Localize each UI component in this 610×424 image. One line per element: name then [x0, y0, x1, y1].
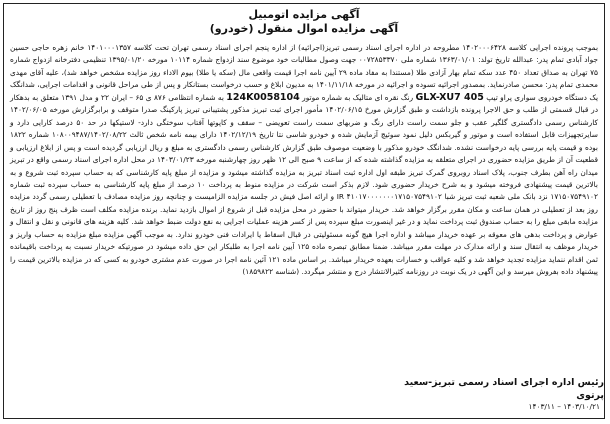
engine-number: 124K0058104	[226, 91, 300, 103]
notice-subtitle: آگهی مزایده اموال منقول (خودرو)	[209, 22, 399, 35]
body-text-part-2: رنگ نقره ای متالیک به شماره موتور	[302, 92, 414, 102]
vehicle-model-code: GLX-XU7 405	[415, 91, 484, 103]
auction-notice	[3, 3, 605, 419]
notice-body	[10, 42, 598, 279]
signature-line: رئیس اداره اجرای اسناد رسمی تبریز-سعید پرتوی	[404, 377, 604, 401]
notice-title: آگهی مزایده اتومبیل	[248, 8, 360, 21]
body-text-part-1: بموجب پرونده اجرایی کلاسه ۱۴۰۲۰۰۰۶۴۲۸ مطروحه در اداره اجرای اسناد رسمی تبریز(اجرائیه) از اداره پنجم اجرای اسناد رسمی تهران تحت کلاسه ۱۴۰۱۰۰۰۱۳۵۷ خانم زهره حاجی حسین جواد آبادی تمام پدر: عبدالله تاریخ تولد: ۱۳۶۳/۰۱/۰۱ شماره ملی ۰۰۷۲۸۵۳۳۷۰ جهت وصول مطالبات خود موضوع سند ازدواج شماره ۱۰۱۱۴ مورخه ۱۳۹۵/۰۱/۲۰ تنظیمی دفترخانه ازدواج شماره ۷۵ تهران به صداق تعداد ۴۵۰ عدد سکه تمام بهار آزادی طلا (مستندا به مفاد ماده ۲۹ آیین نامه اجرا قیمت واقعی مال (سکه یا طلا) بیوم الاداء روز مزایده مشخص خواهد شد)، علیه آقای مهدی محمدی تمام پدر: محسن صادرنماید. بمصدور اجرائیه تسوده و اجرائیه در مورخه ۱۴۰۱/۱۱/۱۸ به مدیون ابلاغ و حسب درخواست بستانکار و پس از طی مراحل قانونی و اقدامات اجرایی، شدانگک یک دستگاه خودروی سواری پراو تیپ	[10, 43, 599, 102]
signature-date: ۱۴۰۳/۱۰/۲۱ – ۱۴۰۳/۱۱	[528, 402, 600, 411]
body-text-part-3: به شماره انتظامی ۸۷۶ ی ۶۵ – ایران ۲۲ و مدل ۱۳۹۱ متعلق به بدهکار در قبال قسمتی از طلب و حق الاجرا پرونده بازداشت و طبق گزارش مورخ ۱۴۰۲/۰۶/۱۵ مأمور اجرای ثبت تبریز مذکور پشتیبانی تبریز پارکینگ صدرا متوقف و برابرگزارش مورخه ۱۴۰۲/۰۶/۰۵ کارشناس رسمی دادگستری گلگیر عقب و جلو سمت راست دارای رنگ و ضربهای سمت راست تعویضی – سقف و کاپوتها آفتاب سوختگی دارد- لاستیکها در حد ۵۰ درصد کارایی دارد و سایرتجهیزات قابل استفاده است و موتور و گیربکس دلیل نمود سوئیچ آزمایش شده و خودرو شاسی نتا تاریخ ۱۴۰۲/۱۲/۱۹ دارای بیمه نامه شخص ثالث ۱۰۸۰۰۹۴۸۷/۱۴۰۲/۰۸/۲۲ شماره ۱۸۲۲ بوده و قیمت پایه بررسی پایه درخواست نشده. شدانگک خودرو مذکور با وضعیت موصوف طبق گزارش کارشناس رسمی دادگستری به مبلغ و ریال ارزیابی گردیده است و پس از ابلاغ ارزیابی و قطعیت آن از طریق مزایده حضوری در اجرای متعلقه به مزایده گذاشته شده که از ساعت ۹ صبح الی ۱۲ ظهر روز چهارشنبه مورخه ۱۴۰۳/۰۱/۲۳ در محل اداره اجرای اسناد رسمی واقع در تبریز میدان راه آهن بطرف جنوب، پلاک اسناد روبروی گمرک تبریز طبقه اول اداره ثبت اسناد تبریز به مزایده گذاشته میشود و مزایده از مبلغ پایه کارشناسی که به حساب سپرده ثبت شروع و به بالاترین قیمت پیشنهادی فروخته میشود و به شرح خریدار حضوری شود. لازم بذکر است شرکت در مزایده منوط به پرداخت ۱۰ درصد از مبلغ پایه کارشناسی به حساب سپرده ثبت شماره ۱۷۱۵۰۷۵۴۹۱۰۲ نزد بانک ملی شعبه ثبت تبریز شبا IR ۴۱۰۱۷۰۰۰۰۰۰۰۱۷۱۵۰۷۵۴۹۱۰۲ و ارائه اصل فیش در جلسه مزایده الزامیست و چنانچه روز مزایده مصادف با تعطیلی رسمی گردد مزایده روز بعد از تعطیلی در همان ساعت و مکان مقرر برگزار خواهد شد. خریدار میتواند با حضور در محل مزایده قبل از شروع از اموال بازدید نماید. برنده مزایده مکلف است ظرف پنج روز از تاریخ مزایده مابقی مبلغ را به حساب صندوق ثبت پرداخت نماید و در غیر اینصورت مبلغ سپرده پس از کسر هزینه عملیات اجرایی به نفع دولت ضبط خواهد شد. کلیه هزینه های قانونی و نقل و انتقال و عوارض و پرداخت بدهی های معوقه بر عهده خریدار میباشد و اداره اجرا هیچ گونه مسئولیتی در قبال اسقاط یا ایرادات فنی خودرو ندارد. به موجب آگهی مزایده مبلغ مزایده به حساب واریز و خریدار موظف به انتقال سند و ارائه مدارک در مهلت مقرر میباشد. ضمنا مطابق تبصره ماده ۱۲۵ آیین نامه اجرا به طلبکار این حق داده میشود در صورتیکه خریدار نسبت به پرداخت باقیمانده ثمن اقدام ننماید مزایده تجدید خواهد شد و کلیه عواقب و خسارات بعهده خریدار میباشد. بر اساس ماده ۱۲۱ آئین نامه اجرا در صورت عدم مشتری خودرو به کسی که در مزایده بالاترین قیمت را پیشنهاد داده بفروش میرسد و این آگهی در یک نوبت در روزنامه کثیرالانتشار درج و منتشر میگردد. (شناسه ۱۸۵۹۸۲۲)	[10, 92, 599, 277]
